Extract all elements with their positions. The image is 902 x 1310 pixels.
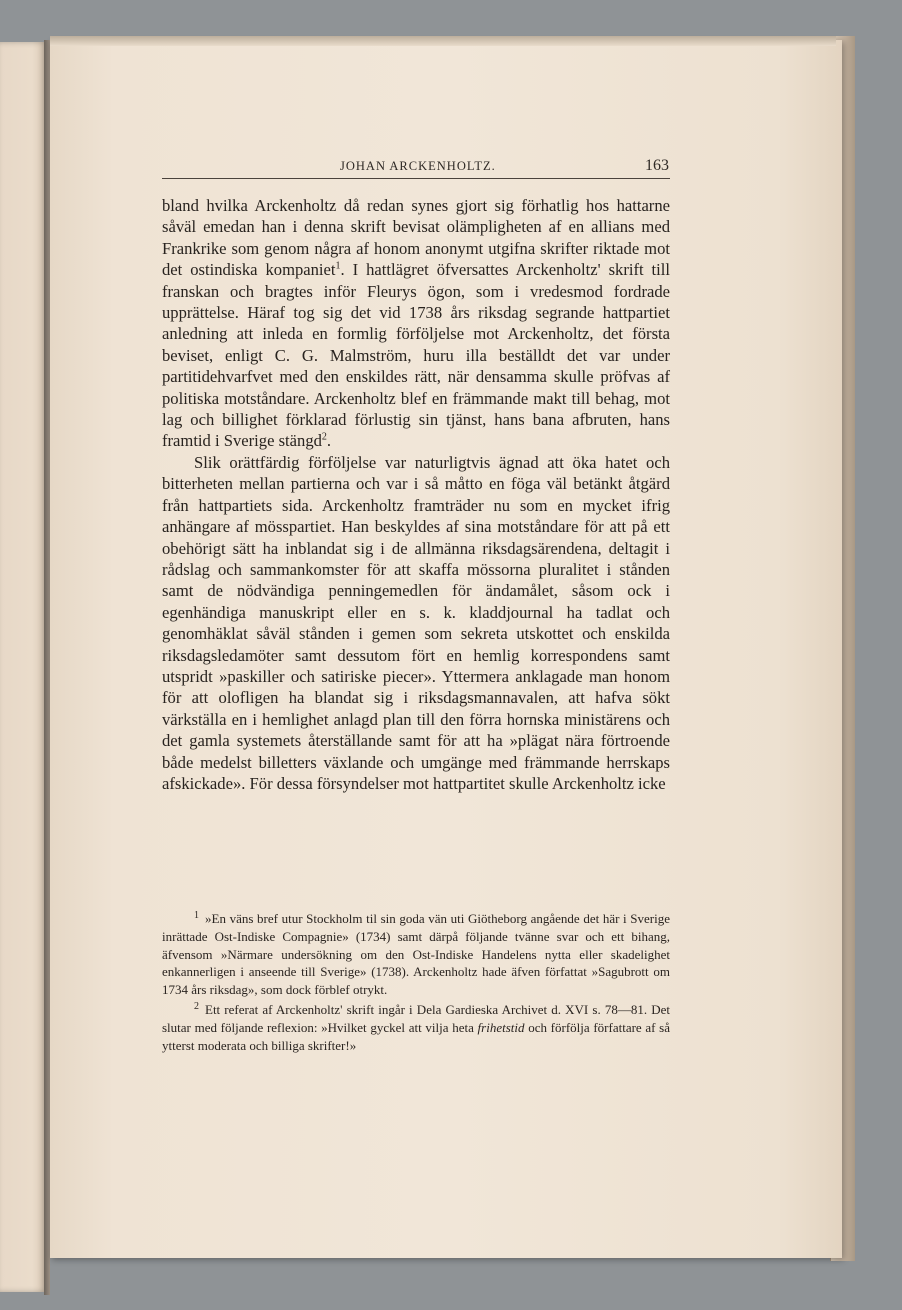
running-title: JOHAN ARCKENHOLTZ. — [340, 159, 496, 173]
footnote-ref-2: 2 — [321, 431, 327, 443]
footnote-1: $^1$ »En väns bref utur Stockholm til sin goda vän uti Giötheborg angående det här i Sverige inrättade Ost-Indiske Compagnie» (1734) samt därpå följande tvänne svar och ett bihang, äfvensom »Närmare undersökning om den Ost-Indiske Handelens nytta eller skadelighet enkannerligen i anseende till Sverige» (1738). Arckenholtz hade äfven författat »Sagubrott om 1734 års riksdag», som dock förblef otrykt. — [162, 909, 670, 998]
page-top-edge — [50, 36, 836, 46]
paragraph-2: Slik orättfärdig förföljelse var naturligtvis ägnad att öka hatet och bitterheten mellan partierna och var i så måtto en föga väl betänkt åtgärd från hattpartiets sida. Arckenholtz framträder nu som en mycket ifrig anhängare af mösspartiet. Han beskyldes af sina motståndare för att på ett obehörigt sätt ha inblandat sig i de allmänna riksdagsärendena, deltagit i rådslag och sammankomster för att skaffa mössorna pluralitet i stånden samt de nödvändiga penningemedlen för ändamålet, såsom ock i egenhändiga manuskript eller en s. k. kladdjournal ha tadlat och genomhäklat såväl stånden i gemen som sekreta utskottet och enskilda riksdagsledamöter samt dessutom fört en hemlig korrespondens samt utspridt »paskiller och satiriske piecer». Yttermera anklagade man honom för att olofligen ha blandat sig i riksdagsmannavalen, att hafva sökt värkställa en i hemlighet anlagd plan till den förra hornska ministärens och det gamla systemets återställande samt för att ha »plägat nära förtroende både medelst billetters växlande och umgänge med främmande herrskaps afskickade». För dessa försyndelser mot hattpartitet skulle Arckenholtz icke — [162, 452, 670, 793]
footnotes — [162, 910, 670, 1054]
footnote-ref-1: 1 — [335, 260, 341, 272]
facing-page-edge — [0, 42, 46, 1292]
footnote-2: $^2$ Ett referat af Arckenholtz' skrift ingår i Dela Gardieska Archivet d. XVI s. 78—81. Det slutar med följande reflexion: »Hvilket gyckel att vilja heta frihetstid och förfölja författare af så ytterst moderata och billiga skrifter!» — [162, 1000, 671, 1053]
body-text — [162, 195, 670, 794]
paragraph-1: bland hvilka Arckenholtz då redan synes gjort sig förhatlig hos hattarne såväl emedan han i denna skrift bevisat olämpligheten af en allians med Frankrike som genom några af honom anonymt utgifna skrifter riktade mot det ostindiska kompaniet$^1$. I hattlägret öfversattes Arckenholtz' skrift till franskan och bragtes inför Fleurys ögon, som i vredesmod fordrade upprättelse. Häraf tog sig det vid 1738 års riksdag segrande hattpartiet anledning att inleda en formlig förföljelse mot Arckenholtz, det första beviset, enligt C. G. Malmström, huru illa beställdt det var under partitidehvarfvet med den enskildes rätt, när densamma skulle pröfvas af politiska motståndare. Arckenholtz blef en främmande makt till behag, mot lag och billighet förklarad förlustig sin tjänst, hans bana afbruten, hans framtid i Sverige stängd$^2$. — [162, 196, 670, 451]
page-number: 163 — [645, 157, 669, 174]
header-rule — [162, 178, 670, 179]
